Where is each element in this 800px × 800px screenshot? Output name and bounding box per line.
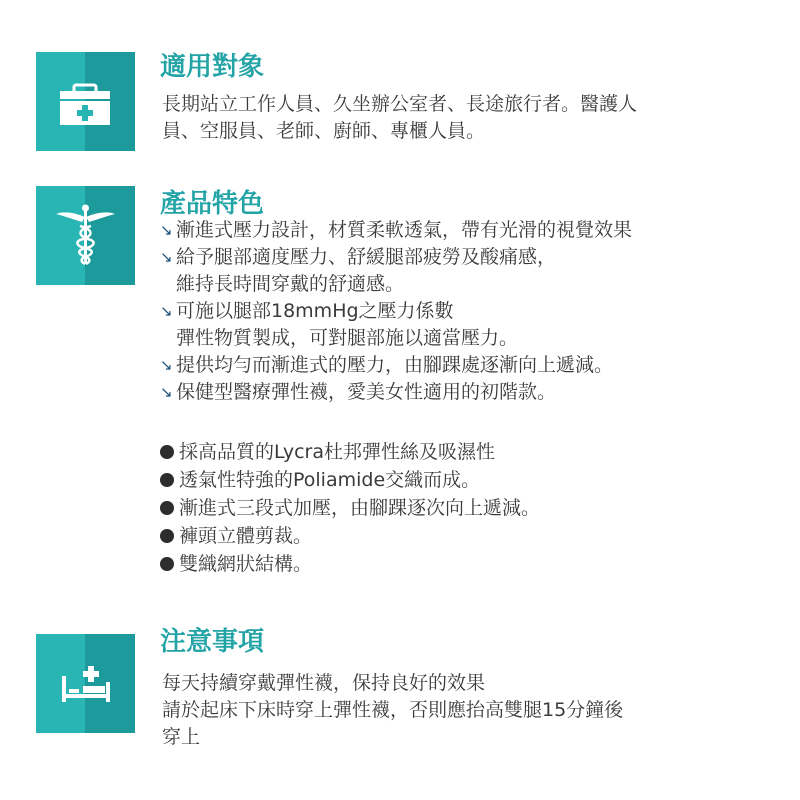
list-item: 透氣性特強的Poliamide交織而成。 (160, 466, 760, 494)
features-line: ↘ 漸進式壓力設計，材質柔軟透氣，帶有光滑的視覺效果 (160, 217, 760, 244)
features-line: 彈性物質製成，可對腿部施以適當壓力。 (176, 327, 519, 349)
arrow-bullet-icon: ↘ (160, 302, 173, 320)
bullet-dot-icon (160, 557, 174, 571)
notes-text (162, 670, 762, 751)
list-item: 褲頭立體剪裁。 (160, 522, 760, 550)
notes-title: 注意事項 (160, 627, 265, 657)
applicable-text (162, 91, 762, 145)
arrow-bullet-icon: ↘ (160, 221, 173, 239)
features-line: ↘ 提供均勻而漸進式的壓力，由腳踝處逐漸向上遞減。 (160, 352, 760, 379)
arrow-bullet-icon: ↘ (160, 356, 173, 374)
first-aid-kit-icon (36, 52, 135, 151)
applicable-title: 適用對象 (160, 52, 265, 82)
features-icon-box (36, 186, 135, 285)
features-bullet-list (160, 438, 760, 578)
list-item: 漸進式三段式加壓，由腳踝逐次向上遞減。 (160, 494, 760, 522)
features-line: ↘ 給予腿部適度壓力、舒緩腿部疲勞及酸痛感， (160, 244, 760, 271)
bullet-dot-icon (160, 501, 174, 515)
features-title: 產品特色 (160, 189, 265, 219)
hospital-bed-icon (36, 634, 135, 733)
list-item: 雙織網狀結構。 (160, 550, 760, 578)
features-line: ↘ 可施以腿部18mmHg之壓力係數 (160, 298, 760, 325)
bullet-dot-icon (160, 473, 174, 487)
applicable-line: 員、空服員、老師、廚師、專櫃人員。 (162, 120, 486, 142)
notes-line: 穿上 (162, 726, 201, 748)
caduceus-icon (36, 186, 135, 285)
features-line: ↘ 保健型醫療彈性襪，愛美女性適用的初階款。 (160, 379, 760, 406)
list-item: 採高品質的Lycra杜邦彈性絲及吸濕性 (160, 438, 760, 466)
arrow-bullet-icon: ↘ (160, 383, 173, 401)
bullet-dot-icon (160, 445, 174, 459)
notes-line: 每天持續穿戴彈性襪，保持良好的效果 (162, 672, 486, 694)
notes-line: 請於起床下床時穿上彈性襪，否則應抬高雙腿15分鐘後 (162, 699, 624, 721)
applicable-icon-box (36, 52, 135, 151)
features-line: 維持長時間穿戴的舒適感。 (176, 273, 405, 295)
notes-icon-box (36, 634, 135, 733)
applicable-line: 長期站立工作人員、久坐辦公室者、長途旅行者。醫護人 (162, 93, 638, 115)
bullet-dot-icon (160, 529, 174, 543)
features-text (160, 217, 760, 406)
arrow-bullet-icon: ↘ (160, 248, 173, 266)
